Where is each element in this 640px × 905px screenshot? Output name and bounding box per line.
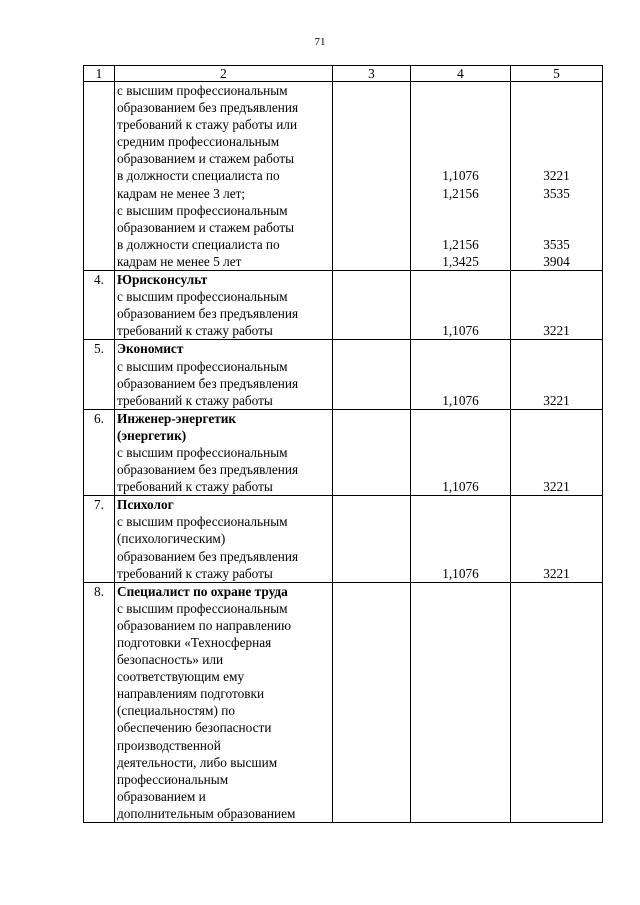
column-3-cell [333, 82, 411, 271]
description-line: средним профессиональным [117, 134, 280, 150]
description-line: требований к стажу работы [117, 392, 273, 408]
coefficient-value: 1,2156 [442, 185, 479, 201]
description-line: образованием без предъявления [117, 462, 299, 478]
table-header-row [84, 66, 603, 82]
description-line: в должности специалиста по [117, 236, 280, 252]
salary-cell [511, 340, 603, 409]
position-title: Экономист [117, 341, 184, 357]
row-number: 5. [84, 340, 115, 409]
coefficient-value: 1,1076 [442, 565, 479, 581]
column-3-cell [333, 496, 411, 582]
description-line: кадрам не менее 3 лет; [117, 185, 246, 201]
coefficient-value: 1,1076 [442, 168, 479, 184]
description-line: в должности специалиста по [117, 168, 280, 184]
coefficient-cell [411, 271, 511, 340]
description-line: с высшим профессиональным [117, 358, 288, 374]
description-line: с высшим профессиональным [117, 202, 288, 218]
coefficient-value: 1,1076 [442, 323, 479, 339]
description-line: с высшим профессиональным [117, 600, 288, 616]
row-number: 8. [84, 582, 115, 822]
column-header-4: 4 [411, 66, 511, 82]
table-row [84, 496, 603, 582]
description-line: обеспечению безопасности [117, 720, 272, 736]
coefficient-cell [411, 82, 511, 271]
description-line: направлениям подготовки [117, 686, 265, 702]
description-line: (специальностям) по [117, 703, 235, 719]
description-line: образованием и [117, 788, 206, 804]
description-line: профессиональным [117, 771, 229, 787]
position-title: Инженер-энергетик [117, 410, 237, 426]
description-line: образованием без предъявления [117, 100, 299, 116]
table-row [84, 582, 603, 822]
position-title: Юрисконсульт [117, 272, 208, 288]
coefficient-cell [411, 496, 511, 582]
description-line: с высшим профессиональным [117, 83, 288, 98]
description-line: подготовки «Техносферная [117, 635, 272, 650]
table-row [84, 271, 603, 340]
position-description [115, 496, 333, 582]
salary-value: 3221 [543, 323, 570, 339]
position-description [115, 82, 333, 271]
position-title: (энергетик) [117, 427, 187, 443]
column-header-2: 2 [115, 66, 333, 82]
table-row [84, 340, 603, 409]
coefficient-value: 1,2156 [442, 236, 479, 252]
position-title: Специалист по охране труда [117, 583, 288, 599]
position-description [115, 340, 333, 409]
salary-cell [511, 271, 603, 340]
description-line: образованием без предъявления [117, 548, 299, 564]
description-line: деятельности, либо высшим [117, 754, 278, 770]
description-line: образованием и стажем работы [117, 219, 295, 235]
column-3-cell [333, 271, 411, 340]
table-row [84, 409, 603, 495]
salary-cell [511, 582, 603, 822]
description-line: с высшим профессиональным [117, 514, 288, 530]
description-line: требований к стажу работы или [117, 117, 298, 133]
description-line: безопасность» или [117, 652, 224, 668]
row-number: 7. [84, 496, 115, 582]
salary-value: 3221 [543, 168, 570, 184]
description-line: образованием и стажем работы [117, 151, 295, 167]
column-header-1: 1 [84, 66, 115, 82]
salary-cell [511, 82, 603, 271]
salary-cell [511, 409, 603, 495]
salary-value: 3535 [543, 185, 570, 201]
description-line: кадрам не менее 5 лет [117, 253, 242, 269]
column-header-3: 3 [333, 66, 411, 82]
position-description [115, 271, 333, 340]
salary-table [83, 65, 603, 823]
coefficient-cell [411, 340, 511, 409]
salary-value: 3221 [543, 479, 570, 495]
row-number: 4. [84, 271, 115, 340]
position-description [115, 409, 333, 495]
salary-value: 3221 [543, 392, 570, 408]
column-3-cell [333, 582, 411, 822]
description-line: требований к стажу работы [117, 479, 273, 495]
description-line: с высшим профессиональным [117, 289, 288, 305]
page-number: 71 [314, 36, 326, 48]
description-line: образованием без предъявления [117, 375, 299, 391]
column-3-cell [333, 409, 411, 495]
description-line: требований к стажу работы [117, 565, 273, 581]
table-row [84, 82, 603, 271]
position-description [115, 582, 333, 822]
coefficient-value: 1,1076 [442, 479, 479, 495]
coefficient-cell [411, 409, 511, 495]
description-line: образованием по направлению [117, 617, 292, 633]
row-number: 6. [84, 409, 115, 495]
description-line: с высшим профессиональным [117, 444, 288, 460]
salary-value: 3904 [543, 253, 570, 269]
column-header-5: 5 [511, 66, 603, 82]
column-3-cell [333, 340, 411, 409]
coefficient-value: 1,3425 [442, 253, 479, 269]
salary-value: 3535 [543, 236, 570, 252]
description-line: дополнительным образованием [117, 805, 296, 821]
row-number [84, 82, 115, 271]
description-line: соответствующим ему [117, 669, 245, 685]
salary-cell [511, 496, 603, 582]
coefficient-value: 1,1076 [442, 392, 479, 408]
coefficient-cell [411, 582, 511, 822]
salary-value: 3221 [543, 565, 570, 581]
position-title: Психолог [117, 497, 174, 513]
description-line: требований к стажу работы [117, 323, 273, 339]
description-line: (психологическим) [117, 531, 226, 547]
description-line: образованием без предъявления [117, 306, 299, 322]
description-line: производственной [117, 737, 221, 753]
